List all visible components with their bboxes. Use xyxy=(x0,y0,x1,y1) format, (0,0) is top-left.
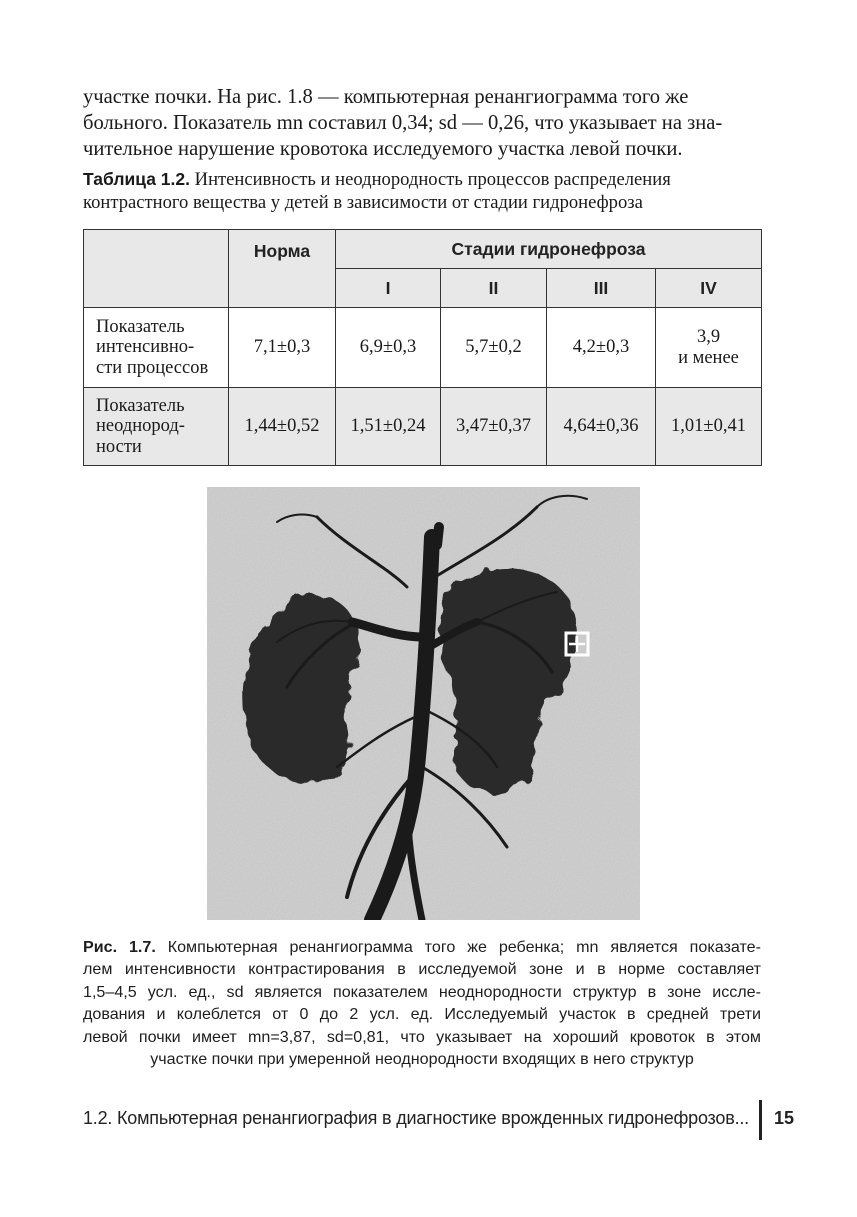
caption-line: лем интенсивности контрастирования в исследуемой зоне и в норме составляет xyxy=(83,960,761,979)
table-cell: 1,01±0,41 xyxy=(656,388,762,466)
caption-line: 1,5–4,5 усл. ед., sd является показателем неоднородности структур в зоне иссле- xyxy=(83,982,761,1001)
data-table xyxy=(83,229,762,466)
row-label xyxy=(84,388,229,466)
table-cell: 4,64±0,36 xyxy=(547,388,656,466)
table-cell: 1,51±0,24 xyxy=(336,388,441,466)
header-stage: II xyxy=(441,269,547,308)
header-empty-cell xyxy=(84,230,229,308)
renangiogram-figure xyxy=(207,487,640,920)
row-label-line: ности xyxy=(96,436,142,457)
renangiogram-image xyxy=(207,487,640,920)
table-cell: 7,1±0,3 xyxy=(229,308,336,388)
running-title: 1.2. Компьютерная ренангиография в диагностике врожденных гидронефрозов... xyxy=(83,1108,749,1128)
caption-line: участке почки при умеренной неоднородности входящих в него структур xyxy=(150,1050,694,1069)
table-cell: 5,7±0,2 xyxy=(441,308,547,388)
paragraph-line: чительное нарушение кровотока исследуемого участка левой почки. xyxy=(83,138,683,160)
caption-line: дования и колеблется от 0 до 2 усл. ед. Исследуемый участок в средней трети xyxy=(83,1005,761,1024)
header-norm: Норма xyxy=(229,230,336,308)
caption-line xyxy=(83,936,761,958)
table-row xyxy=(84,308,762,388)
table-cell xyxy=(656,308,762,388)
paragraph-line: больного. Показатель mn составил 0,34; sd — 0,26, что указывает на зна- xyxy=(83,112,723,134)
table-header-row xyxy=(84,230,762,269)
figure-caption xyxy=(83,936,761,1070)
header-stage: I xyxy=(336,269,441,308)
figure-caption-label: Рис. 1.7. xyxy=(83,938,156,956)
row-label-line: Показатель xyxy=(96,395,185,416)
cell-line: и менее xyxy=(678,347,739,368)
header-stages: Стадии гидронефроза xyxy=(336,230,762,269)
body-paragraph xyxy=(83,84,761,162)
table-caption xyxy=(83,168,773,214)
table-caption-text: Интенсивность и неоднородность процессов распределения xyxy=(190,169,671,190)
table-cell: 1,44±0,52 xyxy=(229,388,336,466)
table-cell: 6,9±0,3 xyxy=(336,308,441,388)
page-footer xyxy=(83,1100,803,1140)
header-stage: III xyxy=(547,269,656,308)
caption-line: левой почки имеет mn=3,87, sd=0,81, что указывает на хороший кровоток в этом xyxy=(83,1027,761,1046)
table-caption-label: Таблица 1.2. xyxy=(83,169,190,189)
caption-text: Компьютерная ренангиограмма того же ребенка; mn является показате- xyxy=(155,938,761,956)
row-label-line: Показатель xyxy=(96,316,185,337)
table-cell: 3,47±0,37 xyxy=(441,388,547,466)
page-number: 15 xyxy=(774,1108,795,1128)
row-label-line: сти процессов xyxy=(96,357,209,378)
table-caption-text: контрастного вещества у детей в зависимости от стадии гидронефроза xyxy=(83,191,643,213)
row-label-line: интенсивно- xyxy=(96,337,195,358)
footer-divider xyxy=(759,1100,762,1140)
row-label-line: неоднород- xyxy=(96,416,185,437)
cell-line: 3,9 xyxy=(696,326,721,347)
header-stage: IV xyxy=(656,269,762,308)
table-row xyxy=(84,388,762,466)
table-cell: 4,2±0,3 xyxy=(547,308,656,388)
paragraph-line: участке почки. На рис. 1.8 — компьютерная ренангиограмма того же xyxy=(83,86,689,108)
row-label xyxy=(84,308,229,388)
